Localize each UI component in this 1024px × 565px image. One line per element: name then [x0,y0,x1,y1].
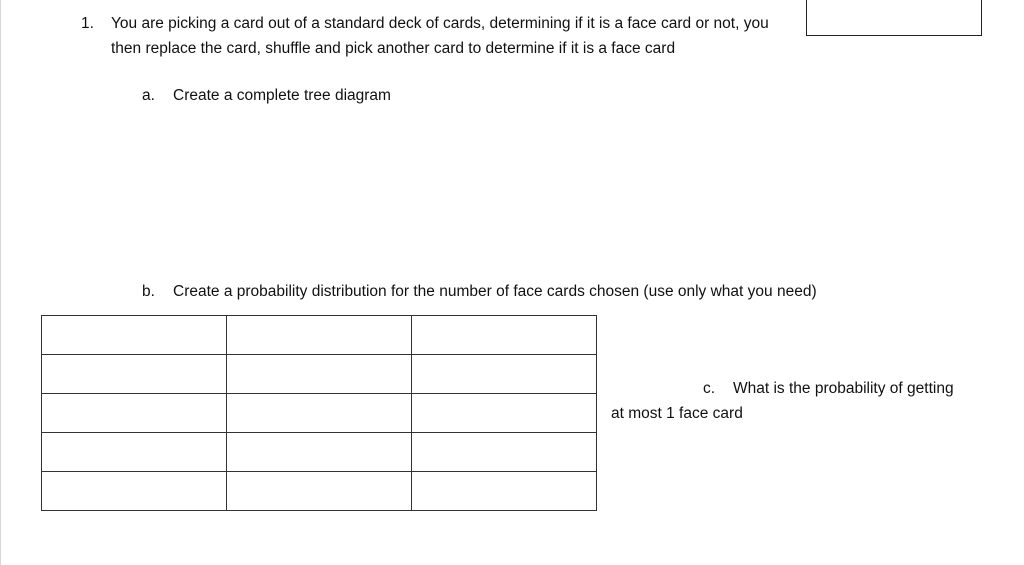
part-c-text-line1: What is the probability of getting [733,380,954,397]
table-row [42,472,597,511]
table-cell[interactable] [42,355,227,394]
table-cell[interactable] [42,433,227,472]
table-cell[interactable] [42,472,227,511]
part-c-letter: c. [703,380,716,397]
question-text: You are picking a card out of a standard deck of cards, determining if it is a face card or not, you then replace the card, shuffle and pick another card to determine if it is a face card [111,15,769,57]
part-b-letter: b. [142,283,155,300]
table-row [42,316,597,355]
table-cell[interactable] [227,355,412,394]
table-cell[interactable] [227,394,412,433]
answer-box[interactable] [806,0,982,36]
part-b [142,280,817,304]
table-cell[interactable] [42,394,227,433]
table-cell[interactable] [42,316,227,355]
part-a-text: Create a complete tree diagram [173,87,391,104]
table-row [42,433,597,472]
table-cell[interactable] [227,433,412,472]
table-cell[interactable] [412,394,597,433]
table-cell[interactable] [412,472,597,511]
table-cell[interactable] [227,316,412,355]
part-c-text-line2: at most 1 face card [611,405,743,422]
table-row [42,394,597,433]
table-row [42,355,597,394]
table-cell[interactable] [412,433,597,472]
part-a [142,84,391,108]
table-cell[interactable] [412,355,597,394]
page-edge-divider [0,0,1,565]
table-cell[interactable] [227,472,412,511]
table-cell[interactable] [412,316,597,355]
probability-distribution-table [41,315,597,511]
part-a-letter: a. [142,87,155,104]
part-c [703,377,954,401]
question-number: 1. [81,15,94,32]
part-b-text: Create a probability distribution for the number of face cards chosen (use only what you need) [173,283,817,300]
